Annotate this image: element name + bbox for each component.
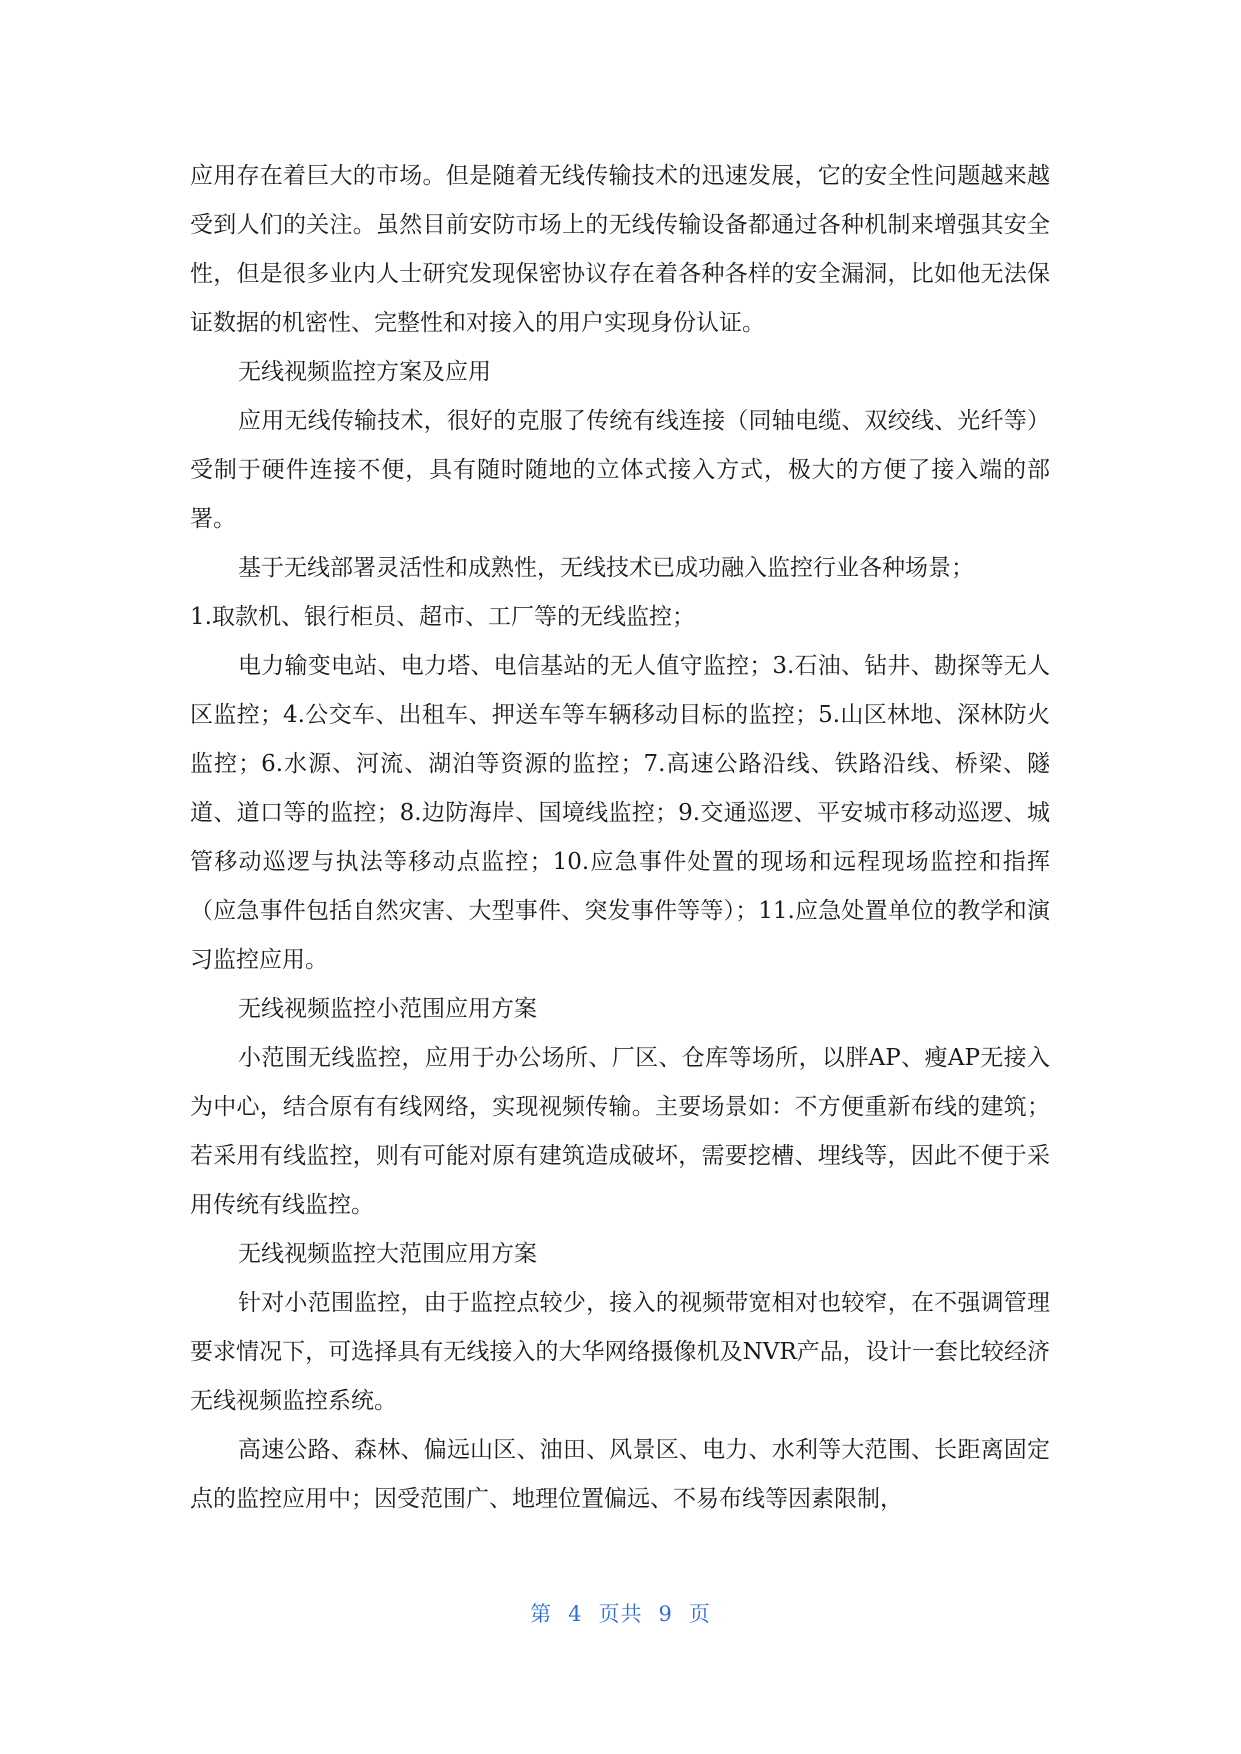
footer-total-pages: 9 — [658, 1602, 673, 1626]
footer-prefix: 第 — [530, 1602, 553, 1626]
section-heading-large-range: 无线视频监控大范围应用方案 — [238, 1241, 537, 1267]
document-body — [190, 152, 1050, 1524]
paragraph-1: 应用存在着巨大的市场。但是随着无线传输技术的迅速发展，它的安全性问题越来越受到人们的关注。虽然目前安防市场上的无线传输设备都通过各种机制来增强其安全性，但是很多业内人士研究发现保密协议存在着各种各样的安全漏洞，比如他无法保证数据的机密性、完整性和对接入的用户实现身份认证。 — [190, 163, 1050, 336]
paragraph-2: 应用无线传输技术，很好的克服了传统有线连接（同轴电缆、双绞线、光纤等）受制于硬件连接不便，具有随时随地的立体式接入方式，极大的方便了接入端的部署。 — [190, 408, 1050, 532]
page-footer — [0, 1598, 1241, 1628]
paragraph-4: 电力输变电站、电力塔、电信基站的无人值守监控；3.石油、钻井、勘探等无人区监控；4.公交车、出租车、押送车等车辆移动目标的监控；5.山区林地、深林防火监控；6.水源、河流、湖泊等资源的监控；7.高速公路沿线、铁路沿线、桥梁、隧道、道口等的监控；8.边防海岸、国境线监控；9.交通巡逻、平安城市移动巡逻、城管移动巡逻与执法等移动点监控；10.应急事件处置的现场和远程现场监控和指挥（应急事件包括自然灾害、大型事件、突发事件等等）；11.应急处置单位的教学和演习监控应用。 — [190, 653, 1050, 973]
paragraph-5: 小范围无线监控，应用于办公场所、厂区、仓库等场所，以胖AP、瘦AP无接入为中心，结合原有有线网络，实现视频传输。主要场景如：不方便重新布线的建筑；若采用有线监控，则有可能对原有建筑造成破坏，需要挖槽、埋线等，因此不便于采用传统有线监控。 — [190, 1045, 1050, 1218]
section-heading-wireless-video-monitoring: 无线视频监控方案及应用 — [238, 359, 491, 385]
footer-suffix: 页 — [688, 1602, 711, 1626]
section-heading-small-range: 无线视频监控小范围应用方案 — [238, 996, 537, 1022]
paragraph-6: 针对小范围监控，由于监控点较少，接入的视频带宽相对也较窄，在不强调管理要求情况下，可选择具有无线接入的大华网络摄像机及NVR产品，设计一套比较经济无线视频监控系统。 — [190, 1290, 1050, 1414]
list-item-1: 1.取款机、银行柜员、超市、工厂等的无线监控； — [190, 604, 695, 630]
paragraph-7: 高速公路、森林、偏远山区、油田、风景区、电力、水利等大范围、长距离固定点的监控应用中；因受范围广、地理位置偏远、不易布线等因素限制， — [190, 1437, 1050, 1512]
paragraph-3: 基于无线部署灵活性和成熟性，无线技术已成功融入监控行业各种场景； — [238, 555, 974, 581]
footer-middle: 页共 — [598, 1602, 643, 1626]
footer-current-page: 4 — [568, 1602, 583, 1626]
